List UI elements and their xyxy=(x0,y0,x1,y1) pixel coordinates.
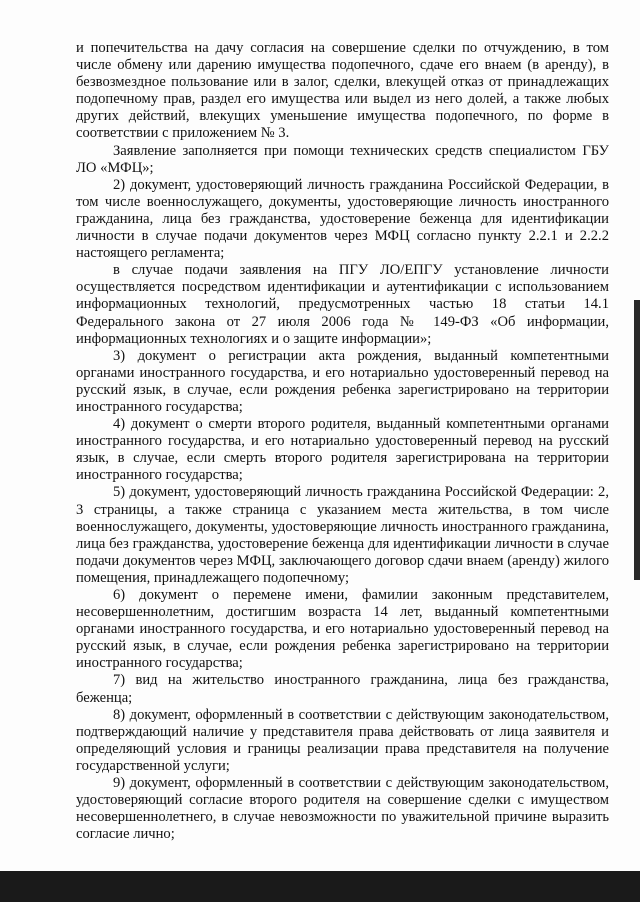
document-body xyxy=(76,40,609,843)
paragraph-continuation: и попечительства на дачу согласия на совершение сделки по отчуждению, в том числе обмену или дарению имущества подопечного, сдаче его внаем (в аренду), в безвозмездное пользование или в залог, сделки, влекущей отказ от принадлежащих подопечному прав, раздел его имущества или выдел из него долей, а также любых других действий, влекущих уменьшение имущества подопечного, по форме в соответствии с приложением № 3. xyxy=(76,40,609,142)
paragraph-identification: в случае подачи заявления на ПГУ ЛО/ЕПГУ установление личности осуществляется посредством идентификации и аутентификации с использованием информационных технологий, предусмотренных частью 18 статьи 14.1 Федерального закона от 27 июля 2006 года № 149-ФЗ «Об информации, информационных технологиях и о защите информации»; xyxy=(76,262,609,347)
paragraph-item-3: 3) документ о регистрации акта рождения, выданный компетентными органами иностранного государства, и его нотариально удостоверенный перевод на русский язык, в случае, если рождения ребенка зарегистрировано на территории иностранного государства; xyxy=(76,347,609,415)
paragraph-item-9: 9) документ, оформленный в соответствии с действующим законодательством, удостоверяющий согласие второго родителя на совершение сделки с имуществом несовершеннолетнего, в случае невозможности по уважительной причине выразить согласие лично; xyxy=(76,775,609,843)
paragraph-item-8: 8) документ, оформленный в соответствии с действующим законодательством, подтверждающий наличие у представителя права действовать от лица заявителя и определяющий условия и границы реализации права представителя на получение государственной услуги; xyxy=(76,706,609,774)
scan-edge-shadow xyxy=(634,300,640,580)
paragraph-item-2: 2) документ, удостоверяющий личность гражданина Российской Федерации, в том числе военнослужащего, документы, удостоверяющие личность иностранного гражданина, лица без гражданства, удостоверение беженца для идентификации личности в случае подачи документов через МФЦ согласно пункту 2.2.1 и 2.2.2 настоящего регламента; xyxy=(76,176,609,262)
paragraph-application-note: Заявление заполняется при помощи технических средств специалистом ГБУ ЛО «МФЦ»; xyxy=(76,142,609,176)
paragraph-item-4: 4) документ о смерти второго родителя, выданный компетентными органами иностранного государства, и его нотариально удостоверенный перевод на русский язык, в случае, если смерть второго родителя зарегистрирована на территории иностранного государства; xyxy=(76,416,609,484)
paragraph-item-5: 5) документ, удостоверяющий личность гражданина Российской Федерации: 2, 3 страницы, а также страница с указанием места жительства, в том числе военнослужащего, документы, удостоверяющие личность иностранного гражданина, лица без гражданства, удостоверение беженца для идентификации личности в случае подачи документов через МФЦ, заключающего договор сдачи внаем (аренду) жилого помещения, принадлежащего подопечному; xyxy=(76,484,609,586)
scan-bottom-band xyxy=(0,871,640,902)
paragraph-item-7: 7) вид на жительство иностранного гражданина, лица без гражданства, беженца; xyxy=(76,672,609,706)
paragraph-item-6: 6) документ о перемене имени, фамилии законным представителем, несовершеннолетним, достигшим возраста 14 лет, выданный компетентными органами иностранного государства, и его нотариально удостоверенный перевод на русский язык, в случае, если рождения ребенка зарегистрировано на территории иностранного государства; xyxy=(76,587,609,672)
